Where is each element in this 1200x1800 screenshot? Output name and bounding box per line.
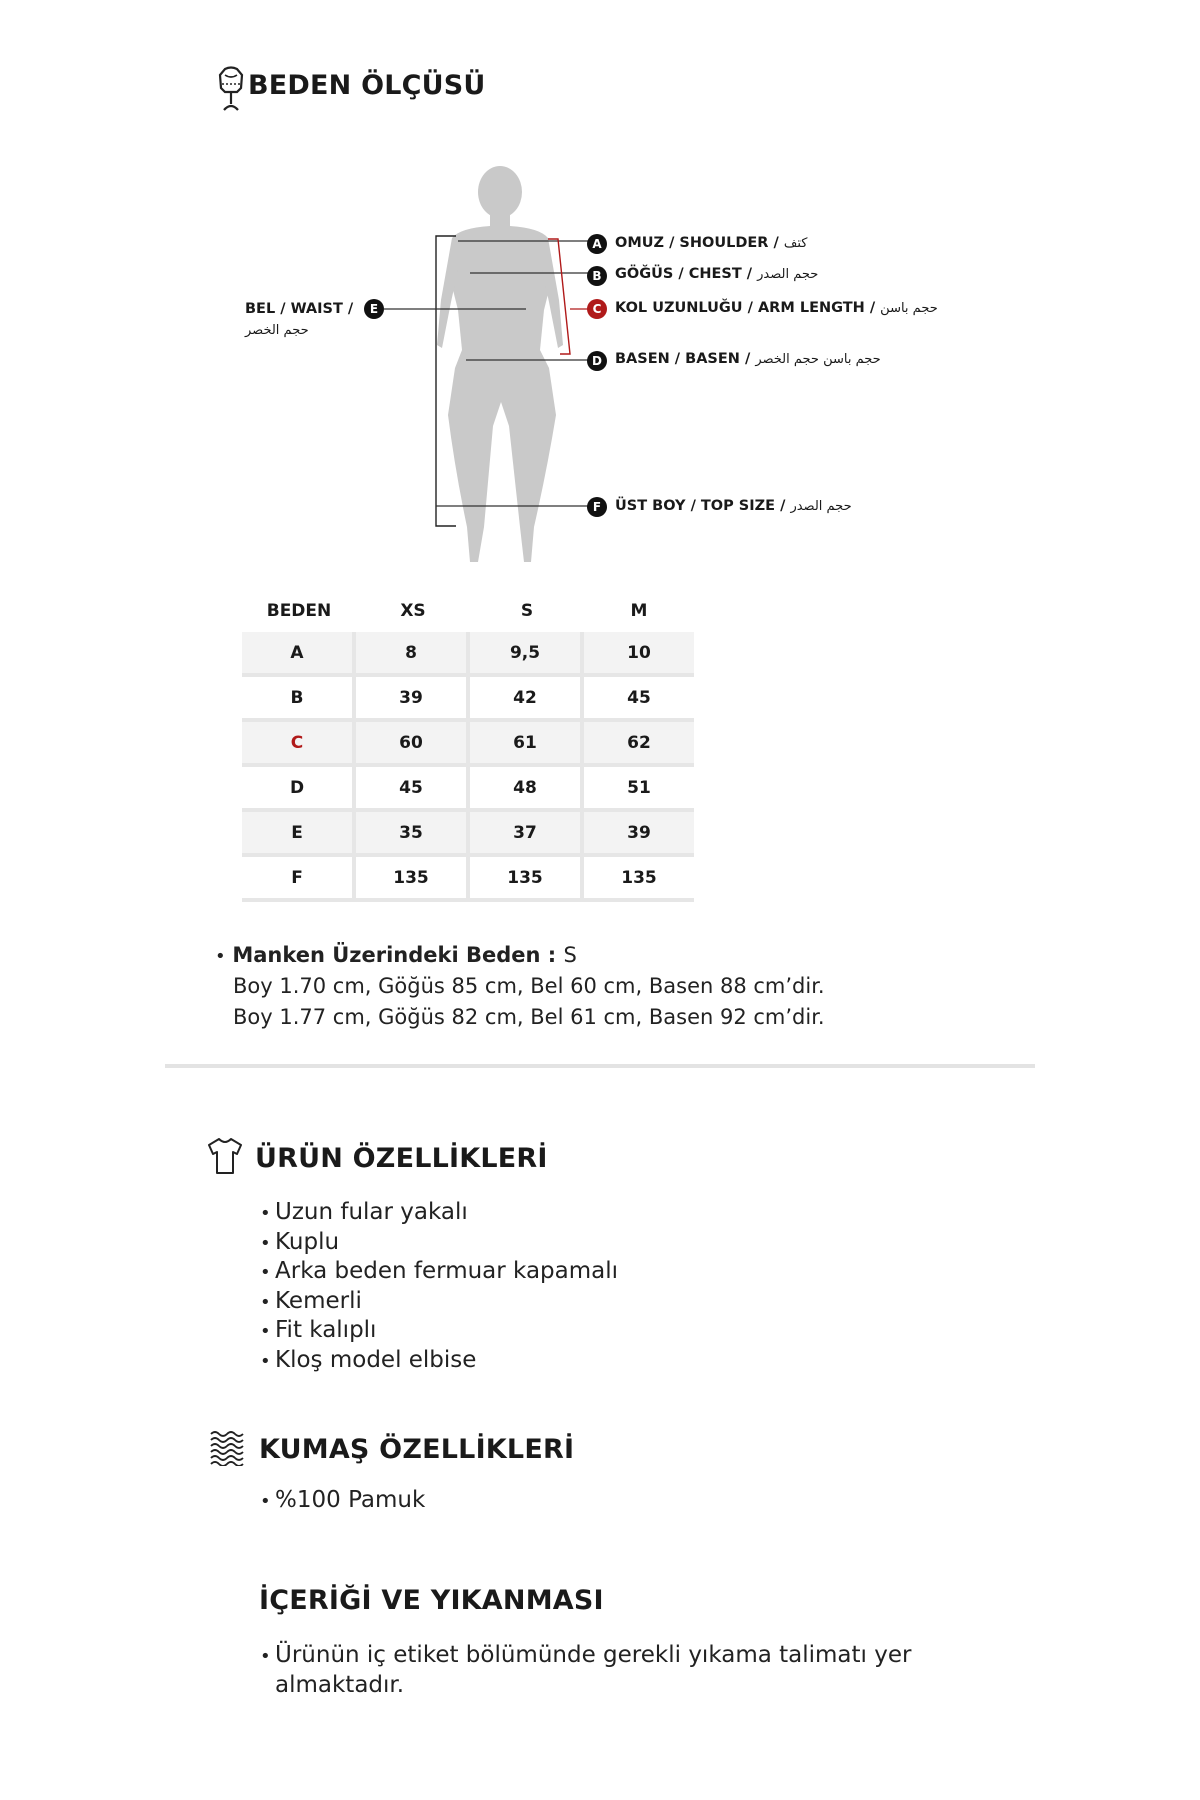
list-item: • Fit kalıplı	[260, 1316, 618, 1346]
size-table-header: XS	[400, 601, 426, 621]
label-c-badge: C	[587, 299, 607, 319]
table-row	[242, 857, 694, 902]
list-item: • Kloş model elbise	[260, 1346, 618, 1376]
table-cell: 8	[356, 632, 470, 677]
size-chart-title: BEDEN ÖLÇÜSÜ	[248, 70, 486, 101]
body-measurement-diagram	[0, 0, 1200, 580]
table-cell: 9,5	[470, 632, 584, 677]
table-cell: 51	[584, 767, 694, 812]
table-cell: 10	[584, 632, 694, 677]
label-chest: GÖĞÜS / CHEST / حجم الصدر	[615, 266, 819, 282]
table-cell: 39	[356, 677, 470, 722]
table-cell: 35	[356, 812, 470, 857]
label-b-badge: B	[587, 266, 607, 286]
label-shoulder: OMUZ / SHOULDER / كتف	[615, 235, 808, 251]
table-cell: 60	[356, 722, 470, 767]
table-cell: 135	[356, 857, 470, 902]
table-cell: B	[242, 677, 356, 722]
size-table-header: BEDEN	[266, 601, 332, 621]
product-features-title: ÜRÜN ÖZELLİKLERİ	[255, 1143, 548, 1174]
list-item: • %100 Pamuk	[260, 1486, 425, 1516]
table-cell: 45	[584, 677, 694, 722]
fabric-features-list	[260, 1486, 425, 1516]
product-features-list	[260, 1198, 618, 1375]
list-item: • Ürünün iç etiket bölümünde gerekli yıkama talimatı yer	[260, 1641, 911, 1671]
fabric-features-title: KUMAŞ ÖZELLİKLERİ	[259, 1434, 575, 1465]
model-size-label: Manken Üzerindeki Beden :	[232, 943, 564, 967]
table-cell: 135	[470, 857, 584, 902]
size-table-header: M	[630, 601, 648, 621]
table-cell: 62	[584, 722, 694, 767]
label-waist: BEL / WAIST / حجم الخصر	[245, 301, 354, 338]
label-a-badge: A	[587, 234, 607, 254]
care-list	[260, 1641, 911, 1700]
table-row	[242, 632, 694, 677]
size-table	[242, 590, 694, 902]
list-item-continuation	[260, 1671, 911, 1701]
model-size-line: • Manken Üzerindeki Beden : S	[215, 943, 577, 967]
table-cell: 45	[356, 767, 470, 812]
table-cell: 37	[470, 812, 584, 857]
tshirt-icon	[207, 1137, 243, 1175]
list-item: • Kuplu	[260, 1228, 618, 1258]
section-divider	[165, 1064, 1035, 1068]
table-cell: D	[242, 767, 356, 812]
care-text-continuation: almaktadır.	[275, 1671, 405, 1698]
list-item: • Arka beden fermuar kapamalı	[260, 1257, 618, 1287]
table-row	[242, 767, 694, 812]
model-measurements-2: Boy 1.77 cm, Göğüs 82 cm, Bel 61 cm, Basen 92 cm’dir.	[233, 1005, 825, 1029]
table-cell: 61	[470, 722, 584, 767]
table-cell: 135	[584, 857, 694, 902]
model-size-value: S	[563, 943, 577, 967]
size-table-header: S	[520, 601, 534, 621]
label-d-badge: D	[587, 351, 607, 371]
table-row	[242, 722, 694, 767]
care-title: İÇERİĞİ VE YIKANMASI	[259, 1585, 604, 1616]
table-cell: F	[242, 857, 356, 902]
label-hip: BASEN / BASEN / حجم باسن حجم الخصر	[615, 351, 881, 367]
model-measurements-1: Boy 1.70 cm, Göğüs 85 cm, Bel 60 cm, Basen 88 cm’dir.	[233, 974, 825, 998]
table-cell: C	[242, 722, 356, 767]
table-row	[242, 677, 694, 722]
label-e-badge: E	[364, 299, 384, 319]
size-table-header-row	[242, 590, 694, 632]
list-item: • Uzun fular yakalı	[260, 1198, 618, 1228]
label-f-badge: F	[587, 497, 607, 517]
table-cell: 48	[470, 767, 584, 812]
label-arm-length: KOL UZUNLUĞU / ARM LENGTH / حجم باسن	[615, 300, 938, 316]
label-top-length: ÜST BOY / TOP SIZE / حجم الصدر	[615, 498, 852, 514]
table-cell: 42	[470, 677, 584, 722]
list-item: • Kemerli	[260, 1287, 618, 1317]
table-row	[242, 812, 694, 857]
table-cell: A	[242, 632, 356, 677]
table-cell: E	[242, 812, 356, 857]
table-cell: 39	[584, 812, 694, 857]
fabric-icon	[209, 1428, 247, 1466]
